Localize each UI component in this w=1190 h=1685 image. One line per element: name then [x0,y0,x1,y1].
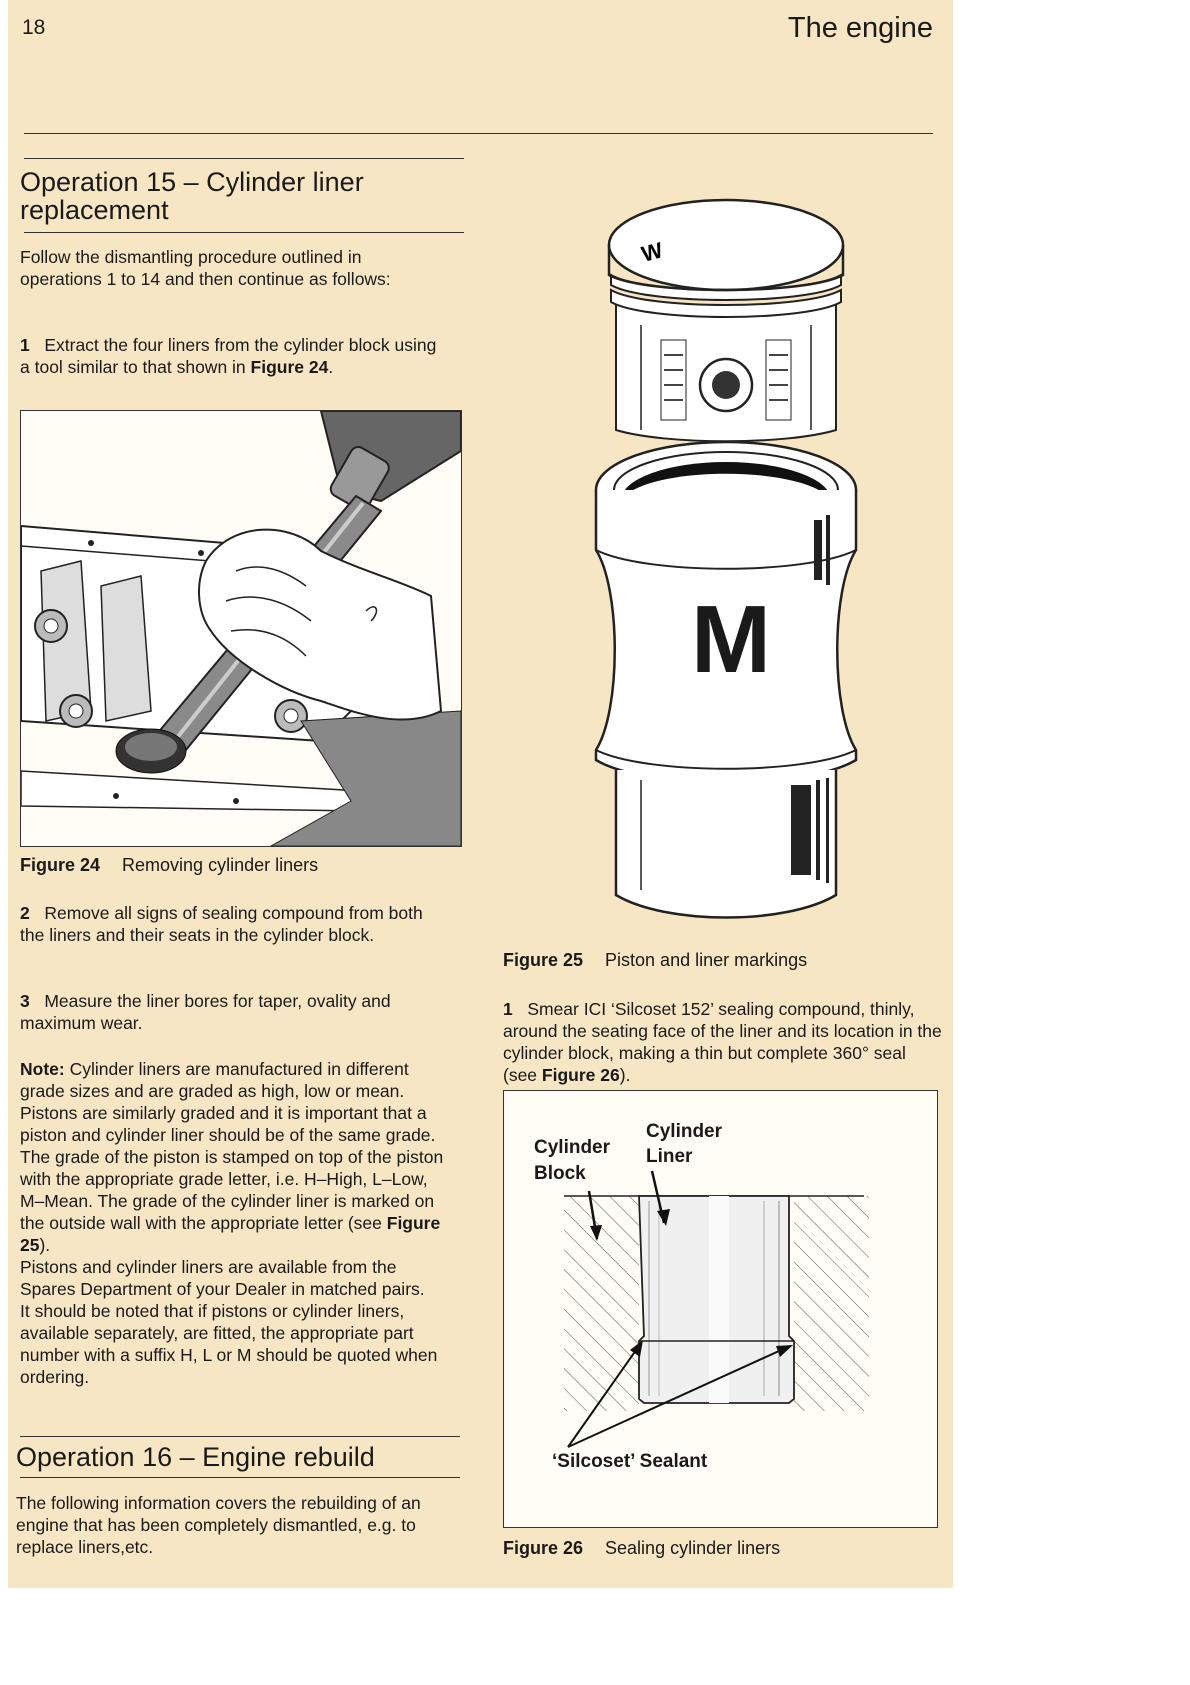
step-3-number: 3 [20,991,30,1011]
sealing-step-1-end: ). [619,1065,631,1085]
step-2 [20,902,440,946]
figure-24-caption [20,855,318,876]
step-1-figure-ref: Figure 24 [250,357,329,377]
note-paragraph-3: It should be noted that if pistons or cylinder liners, available separately, are fitted, the appropriate part number with a suffix H, L or M should be quoted when ordering. [20,1301,438,1387]
callout-silcoset-sealant: ‘Silcoset’ Sealant [552,1451,708,1472]
note-label: Note: [20,1059,65,1079]
figure-24-caption-text: Removing cylinder liners [122,855,319,875]
liner-removal-illustration [21,411,461,846]
step-2-number: 2 [20,903,30,923]
figure-24-image [20,410,462,847]
op16-rule-bottom [20,1477,460,1478]
operation-16-intro: The following information covers the rebuilding of an engine that has been completely dismantled, e.g. to replace liners,etc. [16,1493,421,1557]
manual-page [8,0,953,1588]
sealing-step-1-figure-ref: Figure 26 [541,1065,620,1085]
figure-26-caption [503,1538,780,1559]
step-3-text: Measure the liner bores for taper, ovality and maximum wear. [20,991,391,1033]
page-number: 18 [22,16,46,39]
heading-rule-bottom [24,232,464,233]
note-figure-ref: Figure 25 [20,1213,441,1255]
sealing-step-1-number: 1 [503,999,513,1019]
figure-24-label: Figure 24 [20,855,101,875]
figure-26-caption-text: Sealing cylinder liners [605,1538,781,1558]
callout-block-line-1: Cylinder [534,1137,611,1158]
step-1-end: . [328,357,334,377]
step-1-text: Extract the four liners from the cylinder block using a tool similar to that shown in [20,335,437,377]
op16-rule-top [20,1436,460,1437]
note-text: Cylinder liners are manufactured in different grade sizes and are graded as high, low or mean. Pistons are similarly graded and it is important that a piston and cylinder liner should be of the same grade. The grade of the piston is stamped on top of the piston with the appropriate grade letter, i.e. H–High, L–Low, M–Mean. The grade of the cylinder liner is marked on the outside wall with the appropriate letter (see [20,1059,444,1233]
figure-25-label: Figure 25 [503,950,584,970]
figure-25-caption [503,950,807,971]
step-1-number: 1 [20,335,30,355]
figure-26-label: Figure 26 [503,1538,584,1558]
operation-16-heading: Operation 16 – Engine rebuild [16,1442,375,1472]
note-paragraph-2: Pistons and cylinder liners are available from the Spares Department of your Dealer in matched pairs. [20,1257,425,1299]
figure-25-caption-text: Piston and liner markings [605,950,808,970]
note-end: ). [39,1235,51,1255]
figure-26-image [503,1090,938,1528]
figure-25-image [586,190,876,920]
callout-cylinder-liner [646,1119,722,1169]
operation-15-heading: Operation 15 – Cylinder liner replacement [20,167,364,225]
callout-cylinder-block [534,1135,610,1187]
note-block [20,1058,445,1388]
sealing-step-1-text: Smear ICI ‘Silcoset 152’ sealing compound, thinly, around the seating face of the liner and its location in the cylinder block, making a thin but complete 360° seal (see [503,999,942,1085]
piston-and-liner-illustration [586,190,876,920]
sealing-step-1 [503,998,943,1086]
note-paragraph [20,1058,445,1256]
callout-block-line-2: Block [534,1163,586,1184]
callout-liner-line-2: Liner [646,1146,693,1167]
operation-15-intro: Follow the dismantling procedure outlined in operations 1 to 14 and then continue as follows: [20,247,391,289]
svg-text:W: W [638,237,666,267]
grade-letter-marking: M [691,586,771,693]
step-1 [20,334,440,378]
running-title: The engine [787,12,933,44]
callout-liner-line-1: Cylinder [646,1121,723,1142]
step-2-text: Remove all signs of sealing compound from both the liners and their seats in the cylinder block. [20,903,423,945]
step-3 [20,990,440,1034]
header-rule [24,133,933,134]
heading-rule-top [24,158,464,159]
